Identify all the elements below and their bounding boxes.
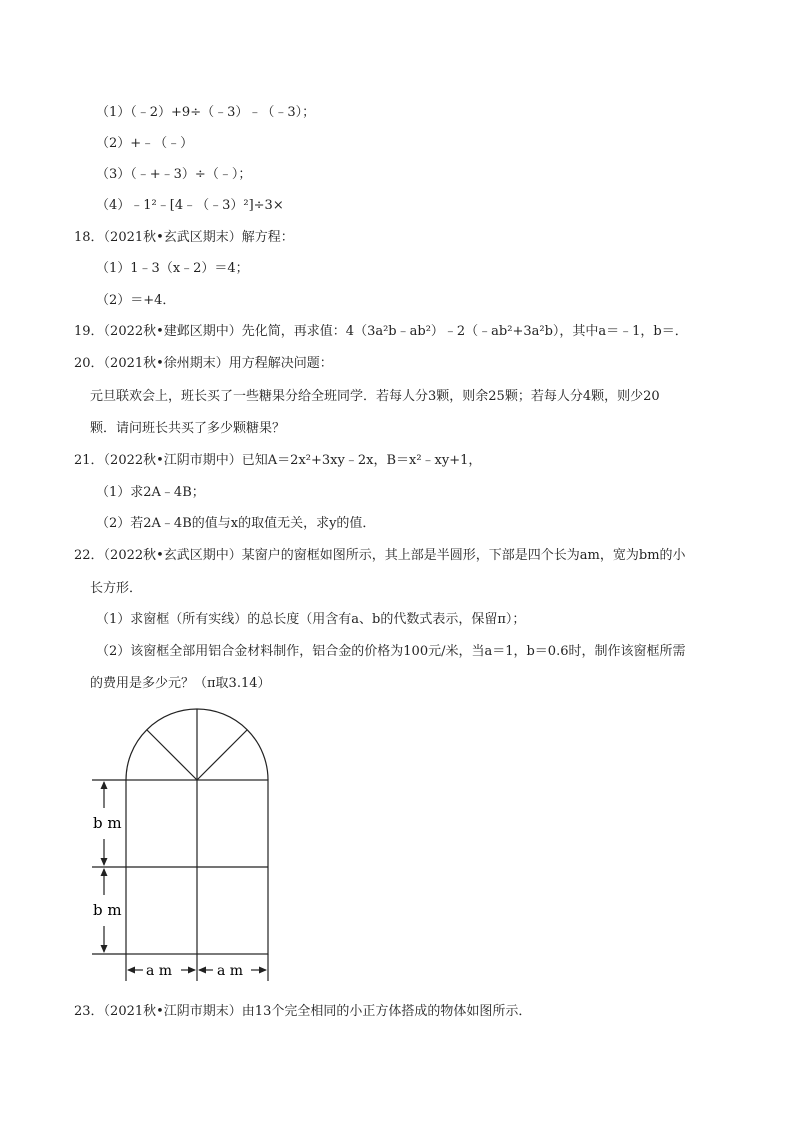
- line-q22-3: 的费用是多少元？（π取3.14）: [90, 676, 271, 691]
- question-18-title: 18．（2021秋•玄武区期末）解方程：: [74, 230, 294, 245]
- line-q22-1: （1）求窗框（所有实线）的总长度（用含有a、b的代数式表示，保留π）；: [96, 612, 526, 627]
- line-q18-1: （1）1﹣3（x﹣2）＝4；: [96, 261, 249, 276]
- line-q20-2: 颗．请问班长共买了多少颗糖果？: [90, 421, 286, 436]
- label-a-left: a m: [146, 963, 173, 979]
- question-23-title: 23．（2021秋•江阴市期末）由13个完全相同的小正方体搭成的物体如图所示．: [74, 1004, 532, 1019]
- line-p17-1: （1）（﹣2）+9÷（﹣3）﹣（﹣3）；: [96, 105, 316, 120]
- label-b-lower: b m: [93, 901, 122, 919]
- line-q21-2: （2）若2A﹣4B的值与x的取值无关，求y的值．: [96, 516, 376, 531]
- question-21-title: 21．（2022秋•江阴市期中）已知A＝2x²+3xy﹣2x，B＝x²﹣xy+1，: [74, 453, 482, 468]
- question-22-title: 22．（2022秋•玄武区期中）某窗户的窗框如图所示，其上部是半圆形，下部是四个长为am，宽为bm的小: [74, 548, 686, 563]
- line-q20-1: 元旦联欢会上，班长买了一些糖果分给全班同学．若每人分3颗，则余25颗；若每人分4颗，则少20: [90, 389, 660, 404]
- question-19: 19．（2022秋•建邺区期中）先化简，再求值：4（3a²b﹣ab²）﹣2（﹣ab²+3a²b），其中a＝﹣1，b＝．: [74, 324, 688, 339]
- window-frame-figure: [88, 705, 288, 985]
- line-q22-cont: 长方形．: [90, 581, 143, 596]
- label-b-upper: b m: [93, 814, 122, 832]
- line-p17-3: （3）（﹣+﹣3）÷（﹣）；: [96, 167, 252, 182]
- line-p17-2: （2）+﹣（﹣）: [96, 136, 194, 151]
- line-q18-2: （2）＝+4．: [96, 293, 176, 308]
- question-20-title: 20．（2021秋•徐州期末）用方程解决问题：: [74, 356, 333, 371]
- label-a-right: a m: [217, 963, 244, 979]
- line-p17-4: （4）﹣1²﹣[4﹣（﹣3）²]÷3×: [96, 198, 284, 213]
- line-q22-2: （2）该窗框全部用铝合金材料制作，铝合金的价格为100元/米，当a＝1，b＝0.6时，制作该窗框所需: [96, 644, 686, 659]
- line-q21-1: （1）求2A﹣4B；: [96, 485, 205, 500]
